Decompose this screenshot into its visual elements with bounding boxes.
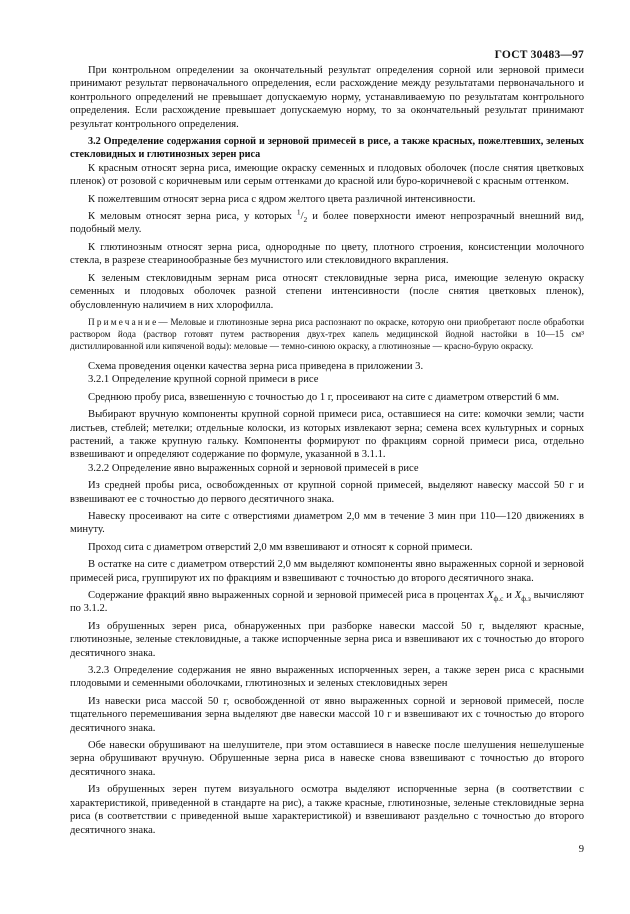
paragraph-scheme: Схема проведения оценки качества зерна риса приведена в приложении 3. <box>88 360 424 372</box>
paragraph-3-2-3-a: Из навески риса массой 50 г, освобожденной от явно выраженных сорной и зерновой примесей, после тщательного перемешивания зерна выделяют две навески массой 10 г и взвешивают их с точностью до второго десятичного знака. <box>70 695 584 734</box>
paragraph-red-grains: К красным относят зерна риса, имеющие окраску семенных и плодовых оболочек (после снятия цветковых пленок) от розовой с коричневым или серым оттенками до красной или буро-коричневой с красным оттенком. <box>70 162 584 188</box>
paragraph-3-2-1-b: Выбирают вручную компоненты крупной сорной примеси риса, оставшиеся на сите: комочки земли; части листьев, стеблей; метелки; отдельные колоски, из которых извлекают зерна; семена всех культурных и сорных растений, а также крупную гальку. Компоненты формируют по фракциям сорной примеси риса, отдельно взвешивают и определяют содержание по формуле, указанной в 3.1.1. <box>70 409 584 461</box>
subscript-fs: ф.с <box>493 594 504 604</box>
paragraph-3-2-2-c: Проход сита с диаметром отверстий 2,0 мм взвешивают и относят к сорной примеси. <box>88 541 473 553</box>
note-label: Примечание <box>88 316 159 327</box>
x-symbol-2: X <box>514 590 522 601</box>
note-text: — Меловые и глютинозные зерна риса распознают по окраске, которую они приобретают после обработки раствором йода (раствор готовят путем растворения двух-трех капель медицинской йодной настойки в 10—15 см³ дистиллированной или кипяченой воды): меловые — темно-синюю окраску, а глютинозные — красно-бурую окраску. <box>70 316 584 351</box>
chalky-text-a: К меловым относят зерна риса, у которых <box>88 211 297 223</box>
fraction-denominator: 2 <box>303 215 308 225</box>
section-3-2-heading: 3.2 Определение содержания сорной и зерновой примесей в рисе, а также красных, пожелтевших, зеленых стекловидных и глютинозных зерен риса <box>70 136 584 161</box>
standard-header: ГОСТ 30483—97 <box>494 49 584 61</box>
subscript-fz: ф.з <box>521 594 531 604</box>
paragraph-3-2-1-a: Среднюю пробу риса, взвешенную с точностью до 1 г, просеивают на сите с диаметром отверстий 6 мм. <box>88 391 559 403</box>
paragraph-green-grains: К зеленым стекловидным зернам риса относят стекловидные зерна риса, имеющие зеленую окраску семенных и плодовых оболочек разной степени интенсивности (после снятия цветковых пленок), обусловленную наличием в них хлорофилла. <box>70 272 584 311</box>
text-and: и <box>503 590 515 601</box>
x-symbol: X <box>486 590 494 601</box>
paragraph-3-2-2-a: Из средней пробы риса, освобожденных от крупной сорной примесей, выделяют навеску массой 50 г и взвешивают ее с точностью до первого десятичного знака. <box>70 480 584 505</box>
paragraph-3-2-2-b: Навеску просеивают на сите с отверстиями диаметром 2,0 мм в течение 3 мин при 110—120 движениях в минуту. <box>70 510 584 536</box>
section-3-2-3-heading: 3.2.3 Определение содержания не явно выраженных испорченных зерен, а также зерен риса с красными плодовыми и семенными оболочками, глютинозных и зеленых стекловидных зерен <box>70 665 584 690</box>
text-3-2-2-e-b: вычисляют по 3.1.2. <box>70 590 584 615</box>
paragraph-3-2-2-f: Из обрушенных зерен риса, обнаруженных при разборке навески массой 50 г, выделяют красные, глютинозные, зеленые стекловидные, а также испорченные зерна риса и взвешивают их с точностью до второго десятичного знака. <box>70 620 584 659</box>
section-3-2-1-heading: 3.2.1 Определение крупной сорной примеси в рисе <box>88 374 319 386</box>
section-3-2-2-heading: 3.2.2 Определение явно выраженных сорной и зерновой примесей в рисе <box>88 462 419 474</box>
note <box>70 316 584 352</box>
paragraph-glutinous-grains: К глютинозным относят зерна риса, однородные по цвету, плотного строения, консистенции молочного стекла, в разрезе стеаринообразные без мучнистого или стекловидного вкрапления. <box>70 241 584 267</box>
chalky-text-b: и более поверхности имеют непрозрачный внешний вид, подобный мелу. <box>70 211 584 236</box>
paragraph-yellowed-grains: К пожелтевшим относят зерна риса с ядром желтого цвета различной интенсивности. <box>88 193 476 205</box>
page-number: 9 <box>578 844 584 855</box>
text-3-2-2-e-a: Содержание фракций явно выраженных сорной и зерновой примесей риса в процентах <box>88 590 487 601</box>
paragraph-control-determination: При контрольном определении за окончательный результат определения сорной или зерновой примеси принимают результат первоначального определения, если расхождение между результатами первоначального и контрольного определений не превышает допускаемую норму, устанавливаемую по результатам контрольного определения. Если расхождение превышает допускаемую норму, то за окончательный результат принимают результат контрольного определения. <box>70 65 584 130</box>
paragraph-chalky-grains: К меловым относят зерна риса, у которых $^1/_2$ и более поверхности имеют непрозрачный внешний вид, подобный мелу. <box>70 207 584 236</box>
paragraph-3-2-2-d: В остатке на сите с диаметром отверстий 2,0 мм выделяют компоненты явно выраженных сорной и зерновой примесей риса, группируют их по фракциям и взвешивают с точностью до второго десятичного знака. <box>70 559 584 584</box>
paragraph-3-2-2-e <box>70 589 584 616</box>
paragraph-3-2-3-c: Из обрушенных зерен путем визуального осмотра выделяют испорченные зерна (в соответствии с характеристикой, приведенной в стандарте на рис), а также красные, глютинозные, зеленые стекловидные зерна риса (в соответствии с приведенной выше характеристикой) и взвешивают раздельно с точностью до второго десятичного знака. <box>70 784 584 836</box>
fraction-numerator: 1 <box>296 207 301 217</box>
paragraph-3-2-3-b: Обе навески обрушивают на шелушителе, при этом оставшиеся в навеске после шелушения нешелушеные зерна обрушивают вручную. Обрушенные зерна риса в навеске снова взвешивают с точностью до второго десятичного знака. <box>70 740 584 778</box>
